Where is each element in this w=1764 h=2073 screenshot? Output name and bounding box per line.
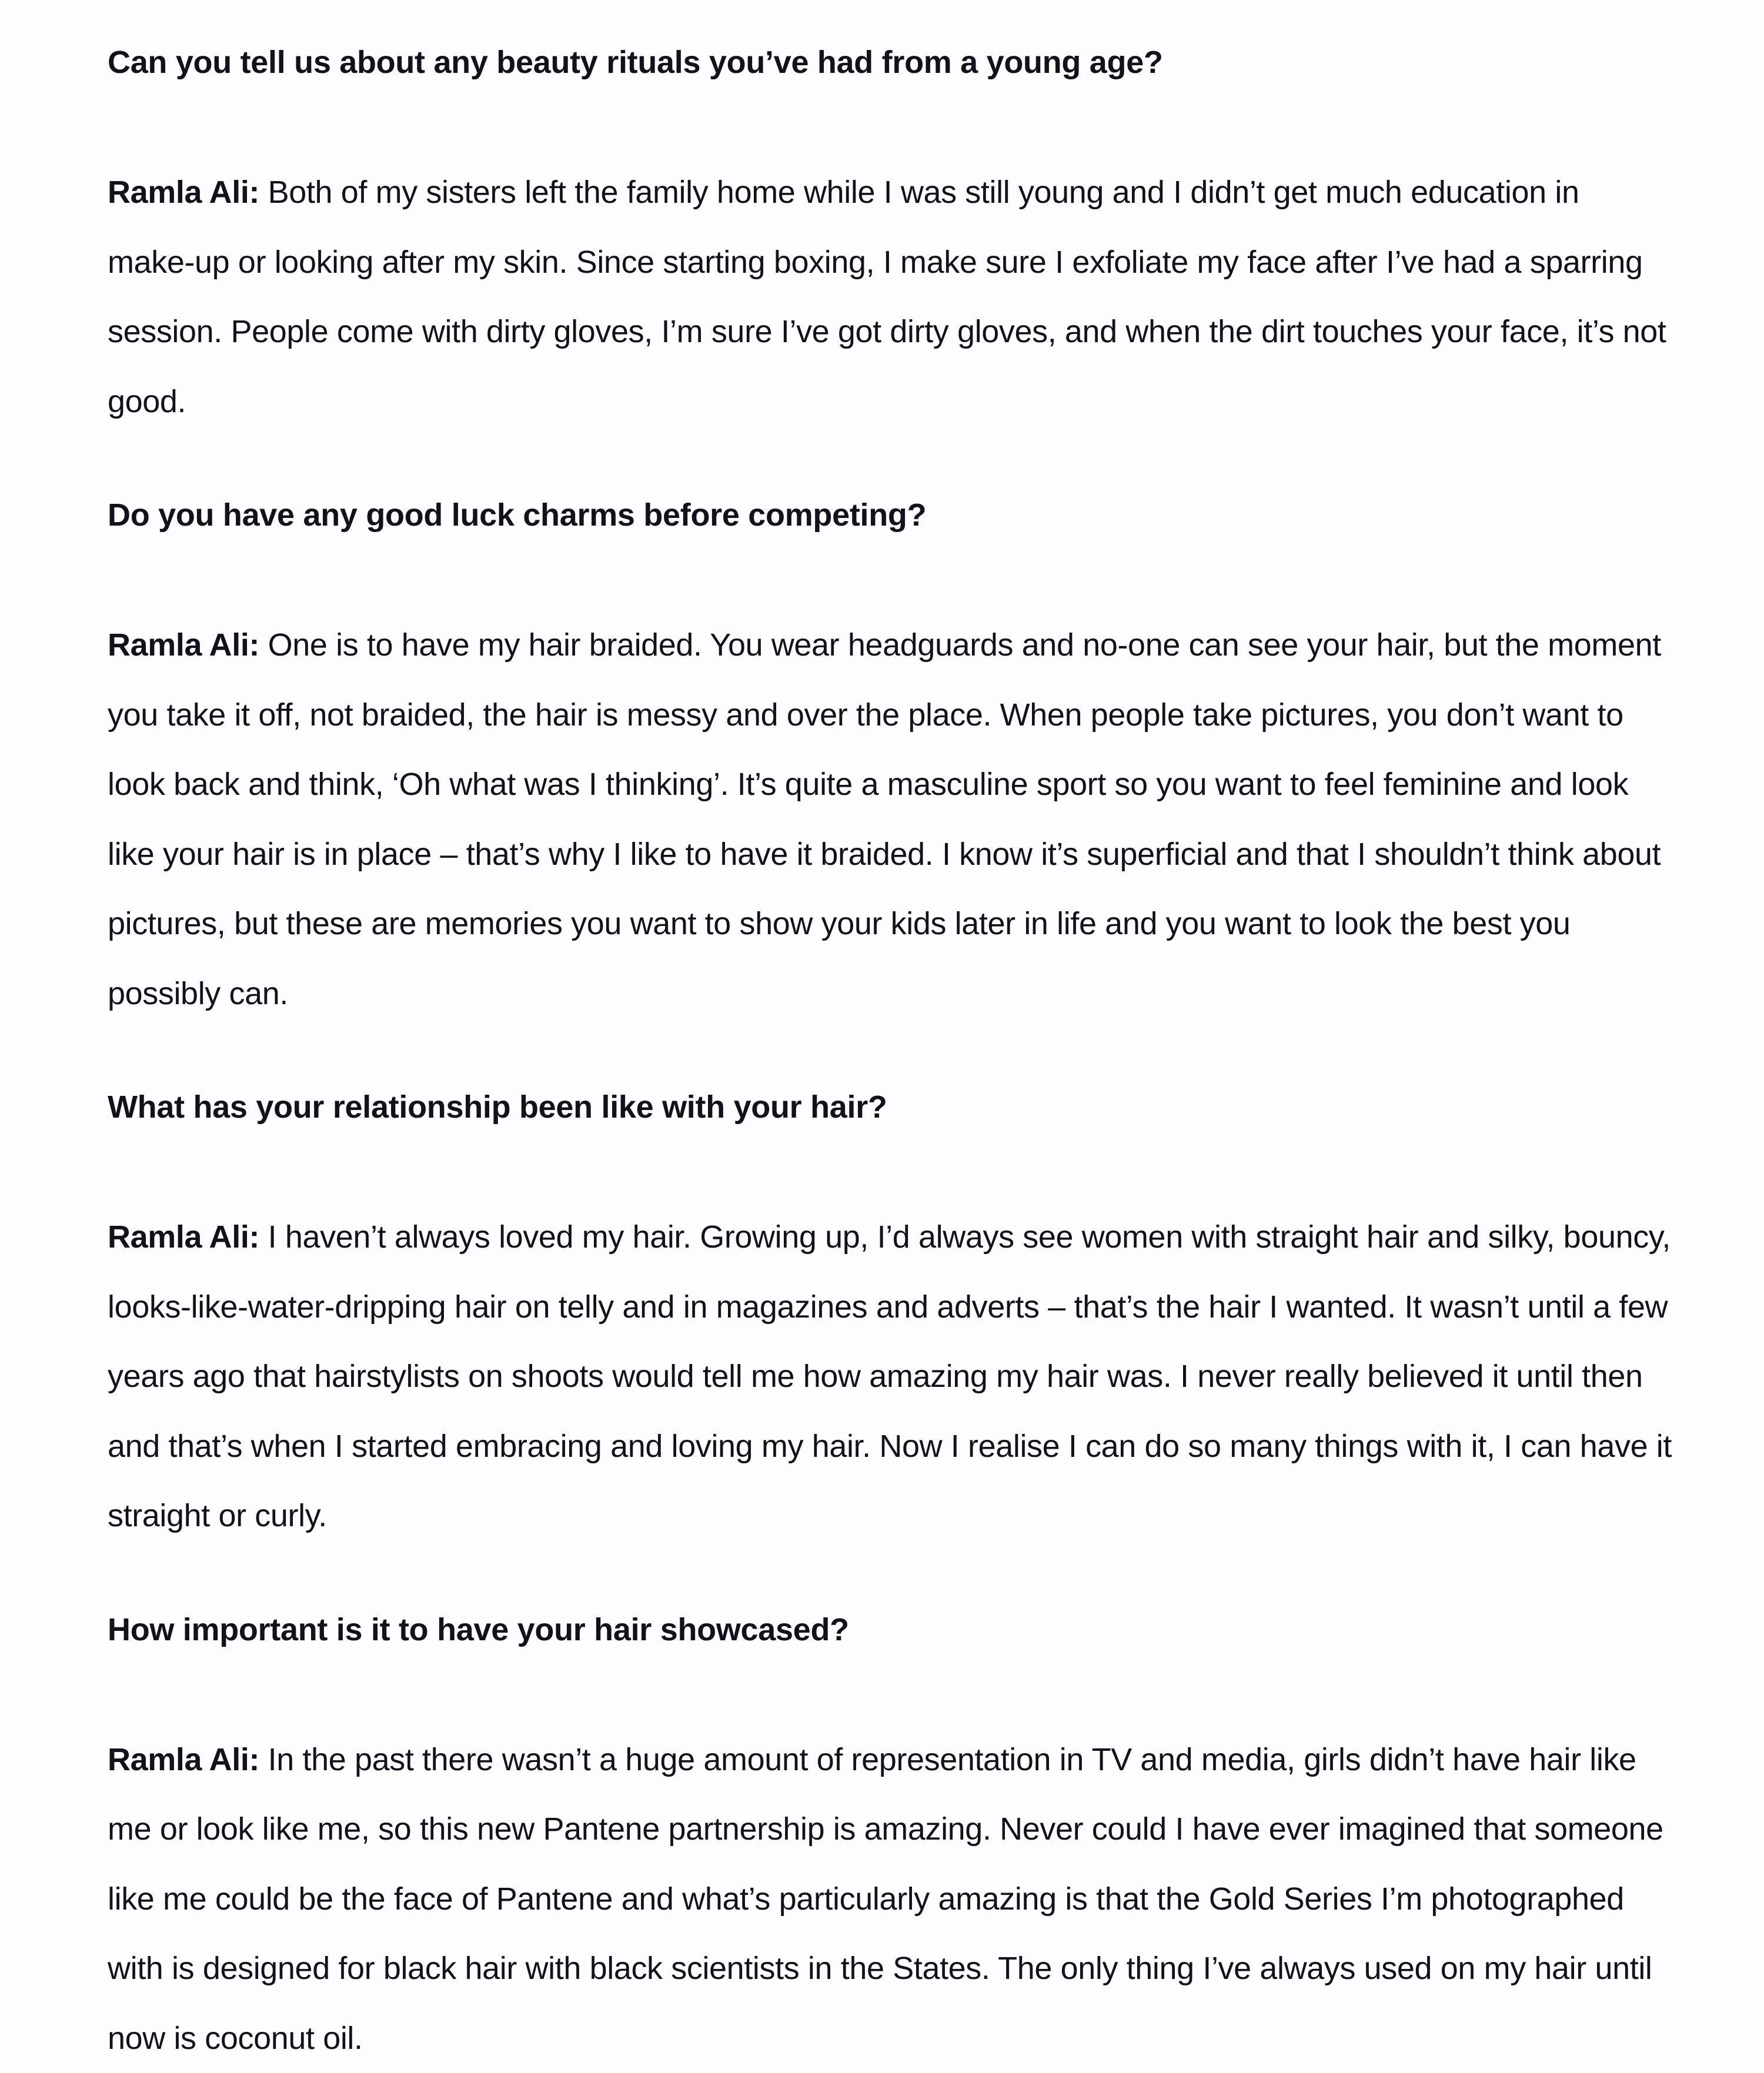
answer-4 bbox=[108, 1725, 1672, 2073]
question-1: Can you tell us about any beauty rituals you’ve had from a young age? bbox=[108, 35, 1672, 89]
answer-3-text: I haven’t always loved my hair. Growing up, I’d always see women with straight hair and silky, bouncy, looks-like-water-dripping hair on telly and in magazines and adverts – that’s the hair I wanted. It wasn’t until a few years ago that hairstylists on shoots would tell me how amazing my hair was. I never really believed it until then and that’s when I started embracing and loving my hair. Now I realise I can do so many things with it, I can have it straight or curly. bbox=[108, 1219, 1672, 1533]
answer-1-text: Both of my sisters left the family home while I was still young and I didn’t get much education in make-up or looking after my skin. Since starting boxing, I make sure I exfoliate my face after I’ve had a sparring session. People come with dirty gloves, I’m sure I’ve got dirty gloves, and when the dirt touches your face, it’s not good. bbox=[108, 175, 1666, 419]
answer-4-text: In the past there wasn’t a huge amount of representation in TV and media, girls didn’t have hair like me or look like me, so this new Pantene partnership is amazing. Never could I have ever imagined that someone like me could be the face of Pantene and what’s particularly amazing is that the Gold Series I’m photographed with is designed for black hair with black scientists in the States. The only thing I’ve always used on my hair until now is coconut oil. bbox=[108, 1742, 1663, 2056]
question-3: What has your relationship been like with your hair? bbox=[108, 1080, 1672, 1134]
speaker-name: Ramla Ali: bbox=[108, 1219, 259, 1255]
interview-article bbox=[108, 35, 1672, 2073]
speaker-name: Ramla Ali: bbox=[108, 1742, 259, 1777]
answer-2-text: One is to have my hair braided. You wear headguards and no-one can see your hair, but the moment you take it off, not braided, the hair is messy and over the place. When people take pictures, you don’t want to look back and think, ‘Oh what was I thinking’. It’s quite a masculine sport so you want to feel feminine and look like your hair is in place – that’s why I like to have it braided. I know it’s superficial and that I shouldn’t think about pictures, but these are memories you want to show your kids later in life and you want to look the best you possibly can. bbox=[108, 627, 1661, 1011]
answer-3 bbox=[108, 1202, 1672, 1551]
answer-2 bbox=[108, 610, 1672, 1028]
question-2: Do you have any good luck charms before competing? bbox=[108, 488, 1672, 542]
answer-1 bbox=[108, 158, 1672, 436]
speaker-name: Ramla Ali: bbox=[108, 175, 259, 210]
speaker-name: Ramla Ali: bbox=[108, 627, 259, 663]
question-4: How important is it to have your hair showcased? bbox=[108, 1603, 1672, 1657]
